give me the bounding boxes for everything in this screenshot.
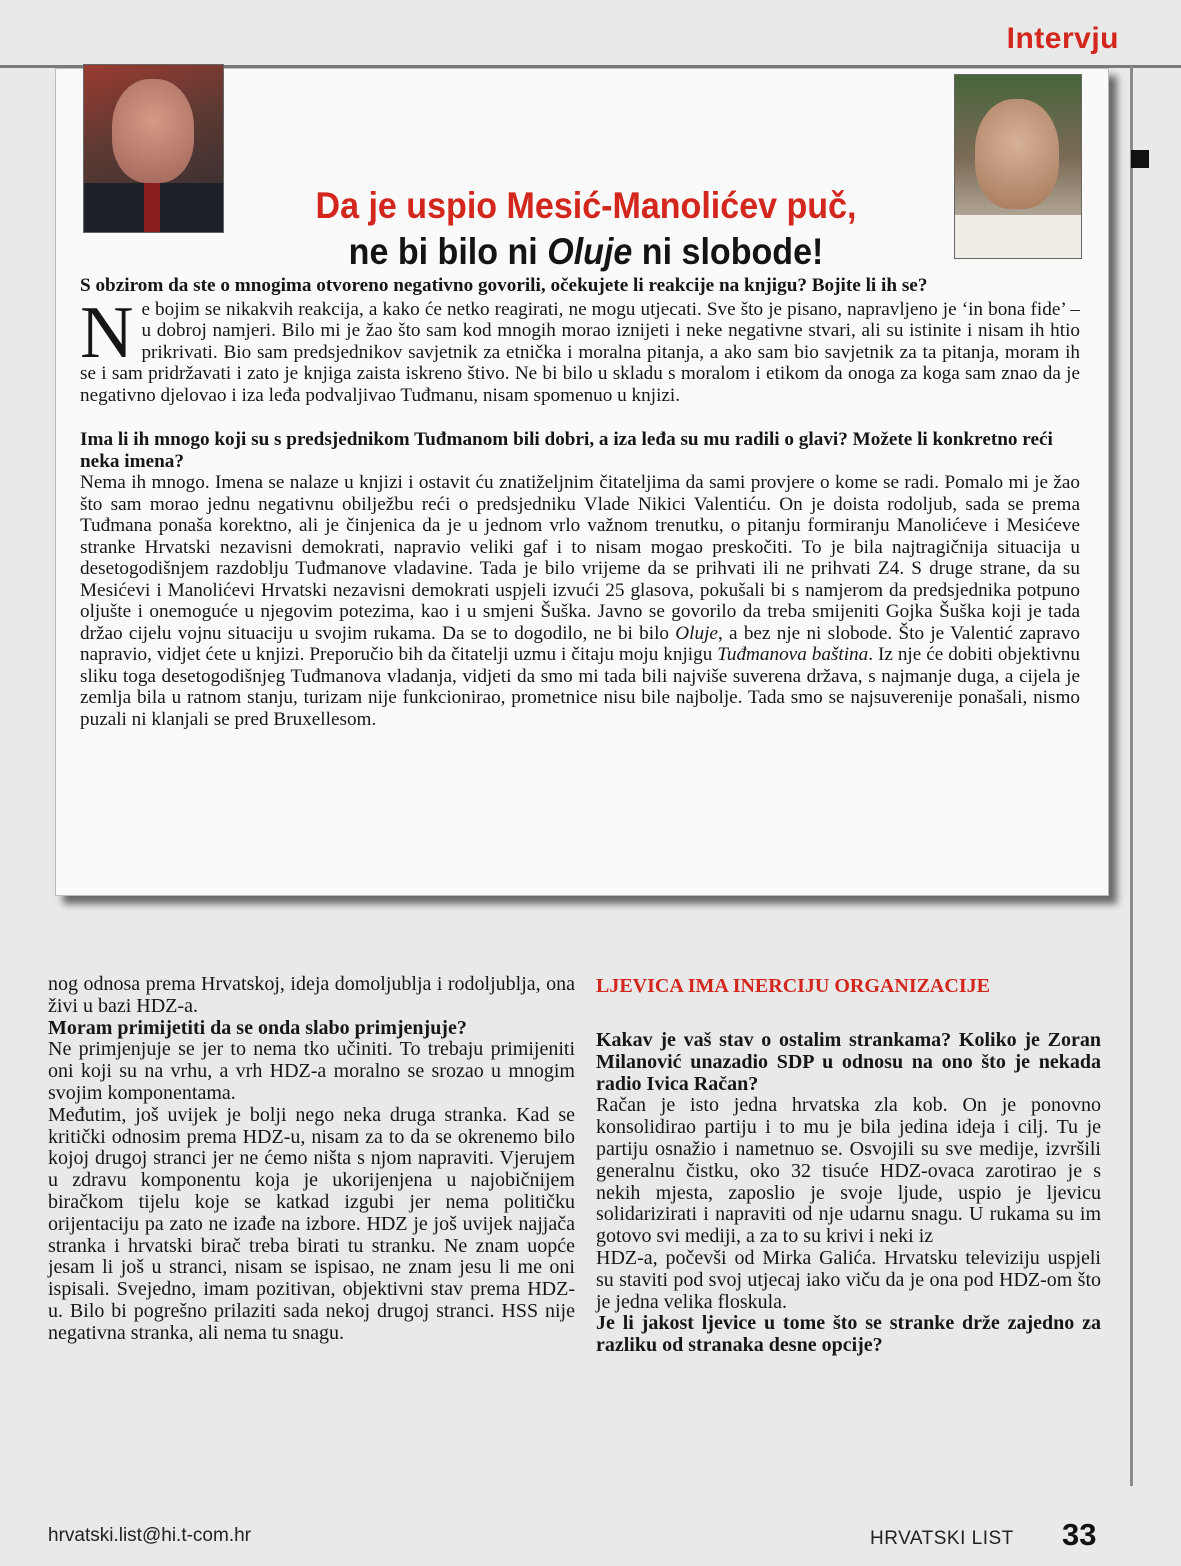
footer-publication: HRVATSKI LIST xyxy=(870,1528,1014,1549)
headline-line-2: ne bi bilo ni Oluje ni slobode! xyxy=(348,230,824,272)
box-body xyxy=(80,275,1080,730)
interview-box xyxy=(55,68,1109,896)
question: Moram primijetiti da se onda slabo primjenjuje? xyxy=(48,1016,467,1039)
portrait-photo-left xyxy=(83,64,224,233)
section-label: Intervju xyxy=(1006,22,1119,55)
section-marker xyxy=(1131,150,1149,168)
paragraph: Ne primjenjuje se jer to nema tko učiniti. To trebaju primijeniti oni koji su na vrhu, a vrh HDZ-a moralno se srozao u mnogim svojim komponentama. xyxy=(48,1038,575,1104)
right-rule xyxy=(1130,66,1133,1486)
question-2: Ima li ih mnogo koji su s predsjednikom Tuđmanom bili dobri, a iza leđa su mu radili o glavi? Možete li konkretno reći neka imena? xyxy=(80,429,1053,472)
question-1: S obzirom da ste o mnogima otvoreno negativno govorili, očekujete li reakcije na knjigu? Bojite li ih se? xyxy=(80,275,928,296)
question: Je li jakost ljevice u tome što se stranke drže zajedno za razliku od stranaka desne opcije? xyxy=(596,1312,1101,1357)
paragraph: HDZ-a, počevši od Mirka Galića. Hrvatsku televiziju uspjeli su staviti pod svoj utjecaj iako viču da je ona pod HDZ-om što je jedna velika floskula. xyxy=(596,1246,1101,1313)
subheading: LJEVICA IMA INERCIJU ORGANIZACIJE xyxy=(596,975,990,997)
headline xyxy=(255,183,917,275)
answer-2: Nema ih mnogo. Imena se nalaze u knjizi i ostavit ću znatiželjnim čitateljima da sami provjere o kome se radi. Pomalo mi je žao što sam morao jednu negativnu obilježbu reći o predsjedniku Vlade Nikici Valentiću. On je doista rodoljub, sada se prema Tuđmana ponaša korektno, ali je činjenica da je u jednom vrlo važnom trenutku, o pitanju formiranju Manolićeve i Mesićeve stranke Hrvatski nezavisni demokrati, napravio veliki gaf i to nisam mogao preskočiti. To je bila najtragičnija situacija u desetogodišnjem razdoblju Tuđmanove vladavine. Tada je bilo vrijeme da se prihvati ili ne prihvati Z4. S druge strane, da su Mesićevi i Manolićevi Hrvatski nezavisni demokrati uspjeli izvući 25 glasova, pokušali bi s namjerom da predsjednika potpuno oljušte i onemoguće u njegovim potezima, kao i u smjeni Šuška. Javno se govorilo da treba smijeniti Gojka Šuška koji je tada držao cijelu vojnu situaciju u svojim rukama. Da se to dogodilo, ne bi bilo Oluje, a bez nje ni slobode. Što je Valentić zapravo napravio, vidjet ćete u knjizi. Preporučio bih da čitatelji uzmu i čitaju moju knjigu Tuđmanova baština. Iz nje će dobiti objektivnu sliku toga desetogodišnjeg Tuđmanova vladanja, vidjeti da smo mi tada bili najviše suverena država, s najmanje duga, a cijela je zemlja bila u ratnom stanju, turizam nije funkcionirao, prometnice nisu bile najbolje. Tada smo se najsuverenije ponašali, nismo puzali ni klanjali se pred Bruxellesom. xyxy=(80,472,1080,730)
page-number: 33 xyxy=(1062,1517,1097,1552)
right-column xyxy=(596,974,1101,1357)
paragraph: Račan je isto jedna hrvatska zla kob. On je ponovno konsolidirao partiju i to mu je bila jedina ideja i cilj. Tu je partiju osnažio i nametnuo se. Osvojili su sve medije, izvršili generalnu čistku, oko 32 tisuće HDZ-ovaca zarotirao je s nekih mjesta, zaposlio je svoje ljude, uspio je ljevicu solidarizirati i napraviti od nje udarnu snagu. U rukama su im gotovo svi mediji, a za to su krivi i neki iz xyxy=(596,1094,1101,1248)
left-column xyxy=(48,974,575,1345)
question: Kakav je vaš stav o ostalim strankama? Koliko je Zoran Milanović unazadio SDP u odnosu na ono što je nekada radio Ivica Račan? xyxy=(596,1029,1101,1095)
footer-email: hrvatski.list@hi.t-com.hr xyxy=(48,1525,251,1546)
paragraph: nog odnosa prema Hrvatskoj, ideja domoljublja i rodoljublja, ona živi u bazi HDZ-a. xyxy=(48,973,575,1017)
paragraph: Međutim, još uvijek je bolji nego neka druga stranka. Kad se kritički odnosim prema HDZ-u, nisam za to da se okrenemo bilo kojoj drugoj stranci jer ne ćemo ništa s njom napraviti. Vjerujem u zdravu komponentu koja je ukorijenjena u najobičnijem biračkom tijelu koje se katkad izgubi jer nema političku orijentaciju pa zato ne izađe na izbore. HDZ je još uvijek najjača stranka i hrvatski birač treba birati tu stranku. Ne znam uopće jesam li još u stranci, nisam se ispisao, ne znam jesu li me oni ispisali. Svejedno, imam pozitivan, objektivni stav prema HDZ-u. Bilo bi pogrešno prilaziti sada nekoj drugoj stranci. HSS nije negativna stranka, ali nema tu snagu. xyxy=(48,1103,575,1344)
drop-cap: N xyxy=(80,291,134,374)
headline-line-1: Da je uspio Mesić-Manolićev puč, xyxy=(315,184,857,226)
answer-1: Ne bojim se nikakvih reakcija, a kako će netko reagirati, ne mogu utjecati. Sve što je pisano, napravljeno je ‘in bona fide’ – u dobroj namjeri. Bilo mi je žao što sam kod mnogih morao iznijeti i neke negativne stvari, ali su istinite i nisam ih htio prikrivati. Bio sam predsjednikov savjetnik za etnička i moralna pitanja, a ako sam bio savjetnik za ta pitanja, moram ih se i sam pridržavati i zato je knjiga zaista iskreno štivo. Ne bi bilo u skladu s moralom i etikom da onoga za koga sam znao da je negativno djelovao i iza leđa podvaljivao Tuđmanu, nisam spomenuo u knjizi. xyxy=(80,291,1080,406)
portrait-photo-right xyxy=(954,74,1082,259)
